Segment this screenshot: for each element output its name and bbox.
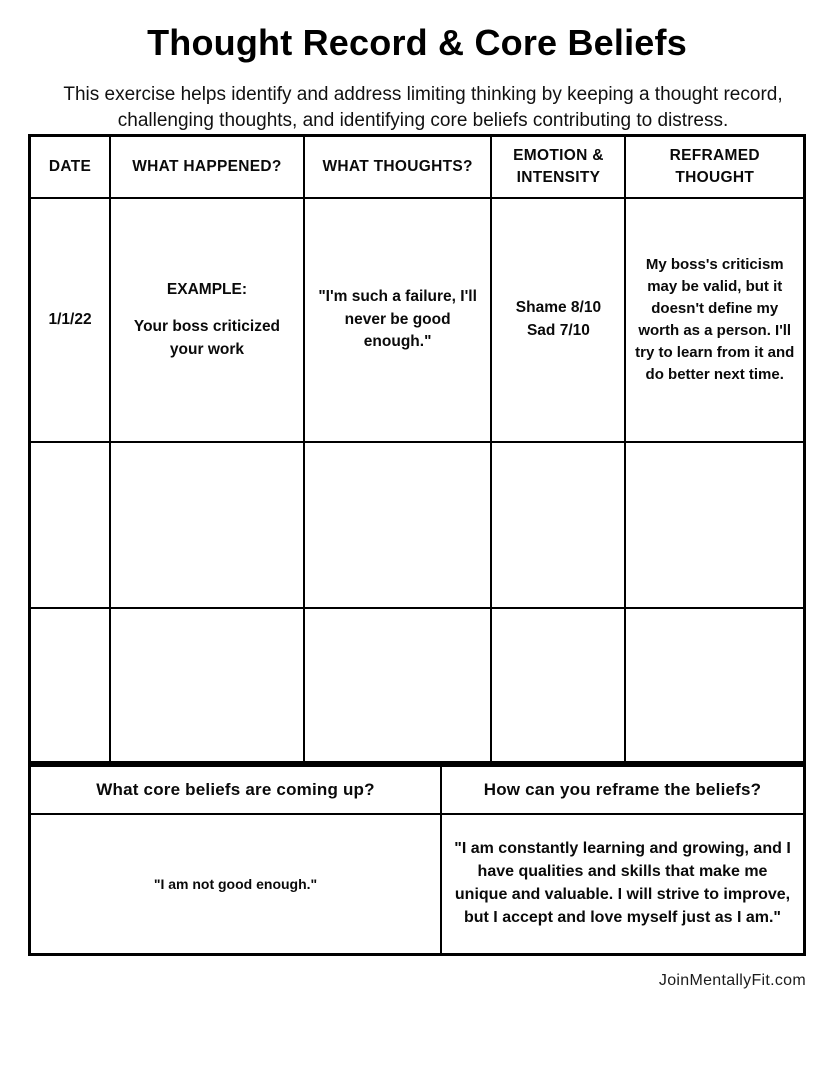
record-table-header-row xyxy=(30,136,805,198)
example-what-thoughts-cell: "I'm such a failure, I'll never be good enough." xyxy=(304,198,492,442)
emotion-line-2: Sad 7/10 xyxy=(526,321,590,339)
example-row xyxy=(30,198,805,442)
empty-cell-reframed xyxy=(625,442,804,608)
empty-cell-what-thoughts xyxy=(304,608,492,763)
empty-cell-what-happened xyxy=(110,608,304,763)
empty-cell-date xyxy=(30,442,111,608)
example-label: EXAMPLE: xyxy=(166,280,248,298)
thought-record-table xyxy=(28,134,806,764)
header-cell-emotion-intensity: EMOTION & INTENSITY xyxy=(491,136,625,198)
header-cell-core-beliefs: What core beliefs are coming up? xyxy=(30,766,442,814)
page-title: Thought Record & Core Beliefs xyxy=(147,22,687,63)
header-cell-what-thoughts: WHAT THOUGHTS? xyxy=(304,136,492,198)
empty-cell-date xyxy=(30,608,111,763)
empty-cell-what-happened xyxy=(110,442,304,608)
core-belief-cell: "I am not good enough." xyxy=(30,814,442,955)
empty-row-1 xyxy=(30,442,805,608)
empty-cell-emotion xyxy=(491,608,625,763)
footer-url: JoinMentallyFit.com xyxy=(658,972,806,990)
page-description: This exercise helps identify and address limiting thinking by keeping a thought record, challenging thoughts, and identifying core beliefs contributing to distress. xyxy=(63,84,783,132)
empty-cell-emotion xyxy=(491,442,625,608)
example-reframed-thought-cell: My boss's criticism may be valid, but it doesn't define my worth as a person. I'll try to learn from it and do better next time. xyxy=(625,198,804,442)
empty-cell-reframed xyxy=(625,608,804,763)
emotion-line-1: Shame 8/10 xyxy=(515,299,602,317)
example-date-cell: 1/1/22 xyxy=(30,198,111,442)
example-what-happened-text: Your boss criticized your work xyxy=(133,318,281,358)
header-cell-reframe-beliefs: How can you reframe the beliefs? xyxy=(441,766,804,814)
example-what-happened-cell xyxy=(110,198,304,442)
beliefs-table-header-row xyxy=(30,766,805,814)
empty-cell-what-thoughts xyxy=(304,442,492,608)
beliefs-example-row xyxy=(30,814,805,955)
header-cell-what-happened: WHAT HAPPENED? xyxy=(110,136,304,198)
example-emotion-cell xyxy=(491,198,625,442)
header-cell-reframed-thought: REFRAMED THOUGHT xyxy=(625,136,804,198)
header-cell-date: DATE xyxy=(30,136,111,198)
empty-row-2 xyxy=(30,608,805,763)
reframed-belief-cell: "I am constantly learning and growing, and I have qualities and skills that make me unique and valuable. I will strive to improve, but I accept and love myself just as I am." xyxy=(441,814,804,955)
core-beliefs-table xyxy=(28,764,806,956)
